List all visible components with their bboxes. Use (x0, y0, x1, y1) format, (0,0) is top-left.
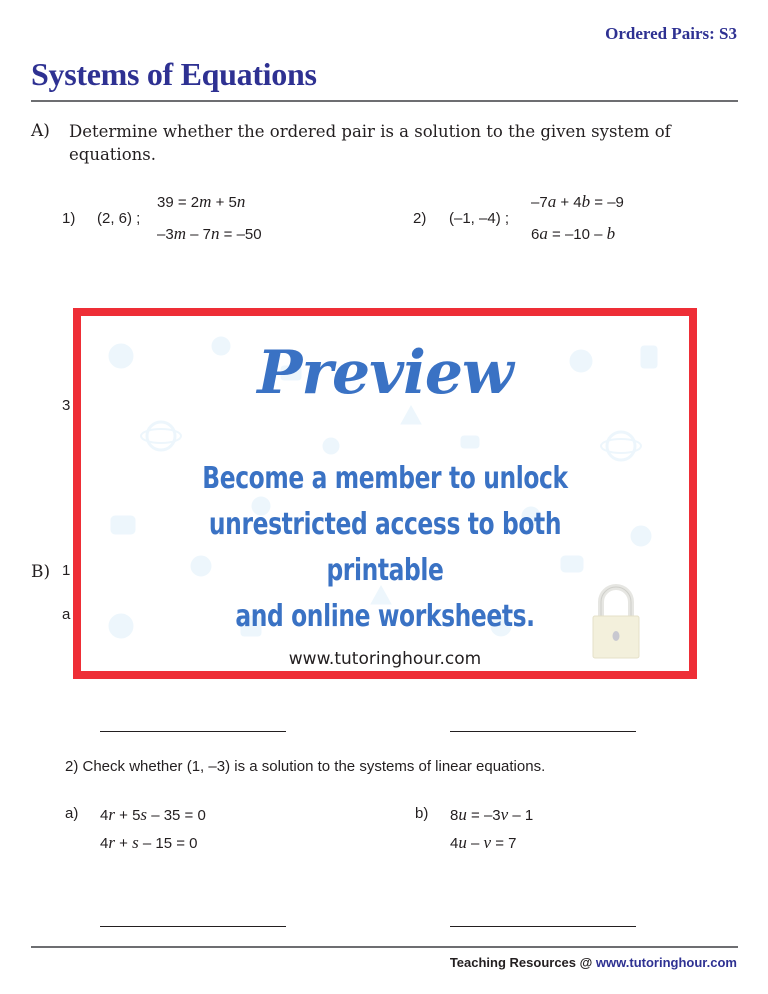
membership-message-line: Become a member to unlock (202, 461, 568, 496)
membership-message (148, 456, 622, 640)
section-a-instruction-line1: Determine whether the ordered pair is a solution to the given system of (69, 122, 671, 141)
preview-title: Preview (257, 338, 513, 408)
equation-1: 8u = –3v – 1 (450, 805, 534, 824)
header-divider (31, 100, 738, 102)
membership-message-line: and online worksheets. (235, 599, 535, 634)
ordered-pair: (2, 6) ; (97, 210, 141, 227)
section-a-instruction-line2: equations. (69, 145, 156, 164)
question-number: 2) (413, 210, 427, 227)
answer-line[interactable] (100, 731, 286, 732)
ordered-pair: (–1, –4) ; (449, 210, 510, 227)
worksheet-topic: Ordered Pairs: S3 (605, 24, 737, 43)
footer-divider (31, 946, 738, 948)
preview-url[interactable]: www.tutoringhour.com (288, 649, 482, 669)
equation-2: 4r + s – 15 = 0 (100, 833, 198, 852)
footer (450, 955, 737, 970)
answer-line[interactable] (450, 731, 636, 732)
membership-message-line: unrestricted access to both printable (208, 507, 562, 588)
answer-line[interactable] (100, 926, 286, 927)
question-number-partial: 3 (62, 397, 71, 414)
footer-link[interactable]: www.tutoringhour.com (595, 955, 737, 970)
question-prompt: 2) Check whether (1, –3) is a solution to the systems of linear equations. (65, 758, 546, 775)
equation-2: 4u – v = 7 (450, 833, 517, 852)
question-number-partial: 1 (62, 562, 71, 579)
section-a-label: A) (31, 121, 50, 141)
equation-1: 4r + 5s – 35 = 0 (100, 805, 206, 824)
page-title: Systems of Equations (31, 56, 317, 92)
equation-1: 39 = 2m + 5n (157, 192, 246, 211)
part-label-partial: a (62, 606, 71, 623)
preview-overlay (73, 308, 697, 679)
part-label: a) (65, 805, 79, 822)
question-number: 1) (62, 210, 76, 227)
answer-line[interactable] (450, 926, 636, 927)
part-label: b) (415, 805, 429, 822)
equation-1: –7a + 4b = –9 (531, 192, 624, 211)
section-b-label: B) (31, 562, 51, 582)
equation-2: –3m – 7n = –50 (157, 224, 262, 243)
equation-2: 6a = –10 – b (531, 224, 616, 243)
footer-prefix: Teaching Resources @ (449, 955, 596, 970)
